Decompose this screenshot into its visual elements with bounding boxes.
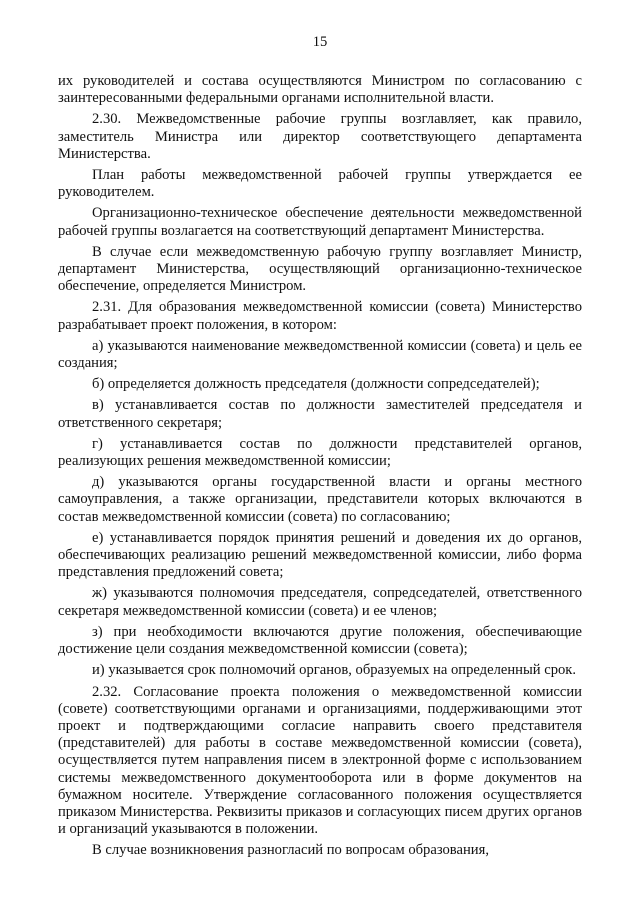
paragraph-continuation: их руководителей и состава осуществляются Министром по согласованию с заинтересованными федеральными органами исполнительной власти.	[58, 73, 582, 107]
paragraph-work-plan: План работы межведомственной рабочей группы утверждается ее руководителем.	[58, 167, 582, 201]
list-item: а) указываются наименование межведомственной комиссии (совета) и цель ее создания;	[58, 337, 582, 372]
body-text	[58, 73, 582, 864]
paragraph-2-30: 2.30. Межведомственные рабочие группы возглавляет, как правило, заместитель Министра или директор соответствующего департамента Министерства.	[58, 111, 582, 162]
list-item: з) при необходимости включаются другие положения, обеспечивающие достижение цели создания межведомственной комиссии (совета);	[58, 623, 582, 658]
provisions-list	[58, 338, 582, 680]
list-item: д) указываются органы государственной власти и органы местного самоуправления, а также организации, представители которых включаются в состав межведомственной комиссии (совета) по согласованию;	[58, 474, 582, 525]
list-item: г) устанавливается состав по должности представителей органов, реализующих решения межведомственной комиссии;	[58, 435, 582, 470]
list-item: в) устанавливается состав по должности заместителей председателя и ответственного секретаря;	[58, 397, 582, 431]
paragraph-disagreements: В случае возникновения разногласий по вопросам образования,	[92, 842, 489, 859]
list-item: б) определяется должность председателя (должности сопредседателей);	[92, 376, 540, 393]
paragraph-2-31: 2.31. Для образования межведомственной комиссии (совета) Министерство разрабатывает проект положения, в котором:	[58, 299, 582, 333]
paragraph-technical-support: Организационно-техническое обеспечение деятельности межведомственной рабочей группы возлагается на соответствующий департамент Министерства.	[58, 205, 582, 239]
paragraph-2-32: 2.32. Согласование проекта положения о межведомственной комиссии (совете) соответствующими органами и организациями, поддерживающими этот проект и подтверждающими согласие направить своего представителя (представителей) для работы в составе межведомственной комиссии (совета), осуществляется путем направления писем в электронной форме с использованием системы межведомственного документооборота или в форме документов на бумажном носителе. Утверждение согласованного положения осуществляется приказом Министерства. Реквизиты приказов и согласующих писем других органов и организаций указываются в положении.	[58, 683, 582, 838]
page-number: 15	[312, 34, 328, 50]
list-item: ж) указываются полномочия председателя, сопредседателей, ответственного секретаря межведомственной комиссии (совета) и ее членов;	[58, 585, 582, 619]
paragraph-minister-case: В случае если межведомственную рабочую группу возглавляет Министр, департамент Министерства, осуществляющий организационно-техническое обеспечение, определяется Министром.	[58, 243, 582, 295]
list-item: и) указывается срок полномочий органов, образуемых на определенный срок.	[92, 662, 577, 679]
list-item: е) устанавливается порядок принятия решений и доведения их до органов, обеспечивающих реализацию решений межведомственной комиссии, либо форма представления предложений совета;	[58, 529, 582, 581]
